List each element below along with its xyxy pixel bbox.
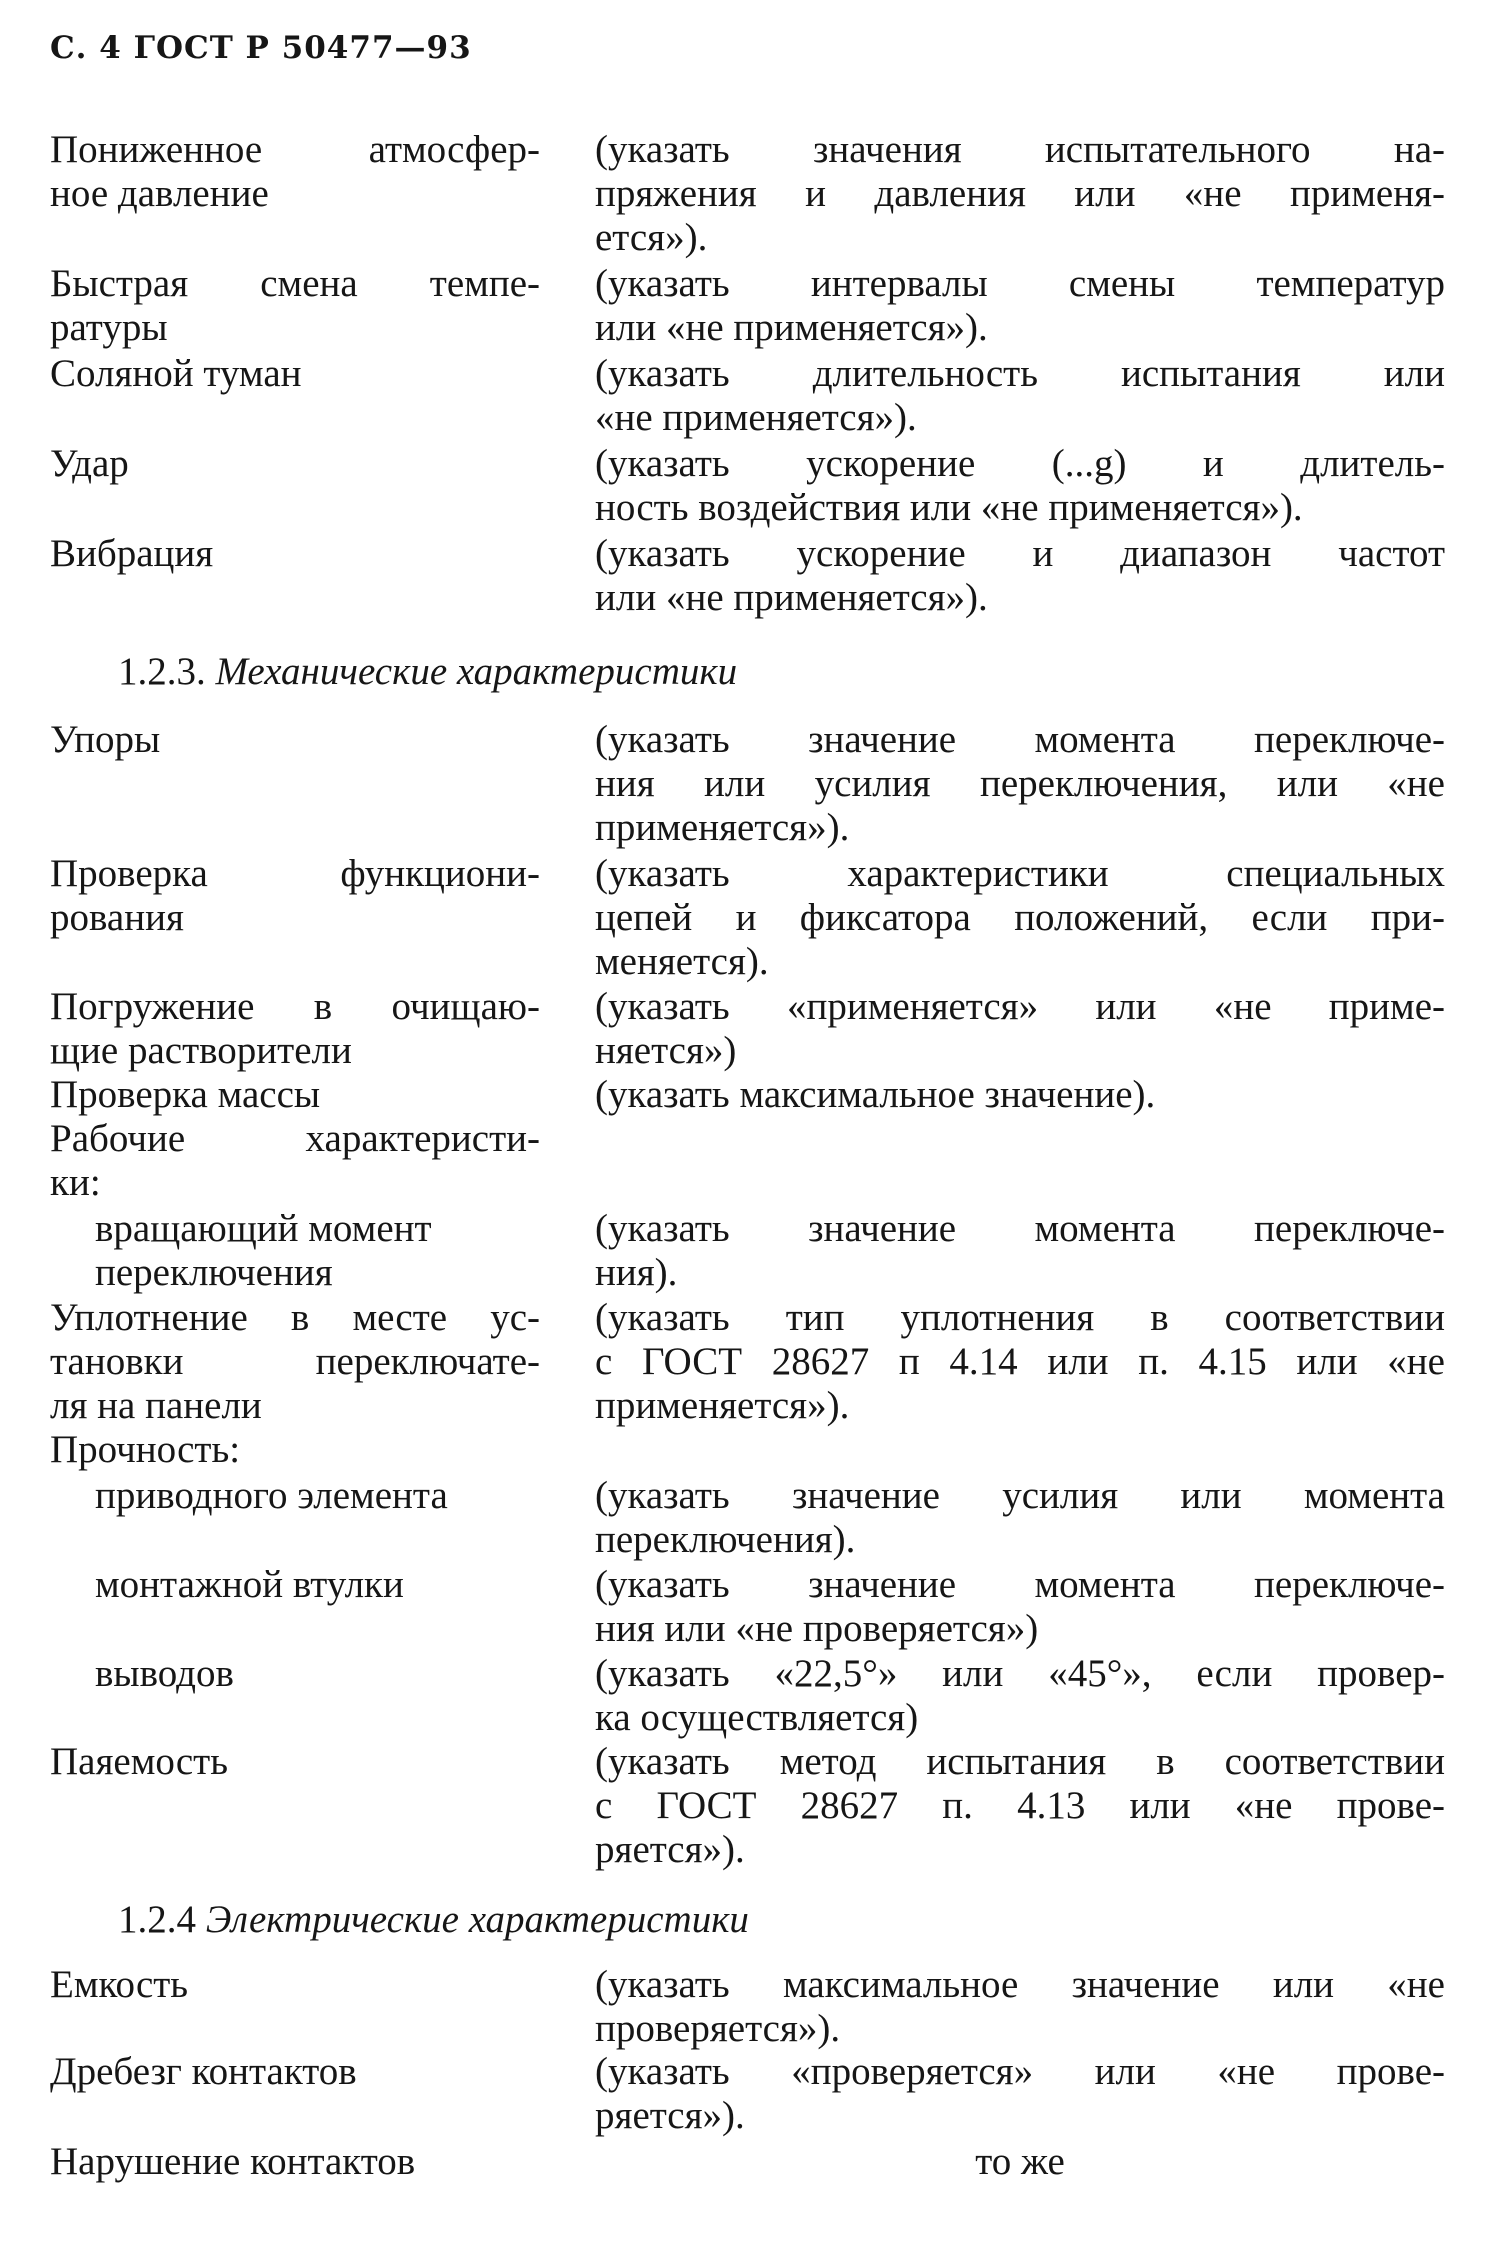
spec-value: (указать «проверяется» или «не прове- ряется»). xyxy=(595,2050,1445,2137)
spec-name: выводов xyxy=(95,1652,234,1695)
spec-name: Удар xyxy=(50,442,129,485)
spec-value: (указать значение момента переключе- ния или усилия переключения, или «не применяется»). xyxy=(595,718,1445,849)
spec-name: Вибрация xyxy=(50,532,214,575)
spec-name: Паяемость xyxy=(50,1740,229,1783)
spec-name: Проверка функциони- рования xyxy=(50,852,540,939)
spec-name: Быстрая смена темпе- ратуры xyxy=(50,262,540,349)
spec-value: (указать ускорение (...g) и длитель- ность воздействия или «не применяется»). xyxy=(595,442,1445,529)
spec-value: (указать метод испытания в соответствии с ГОСТ 28627 п. 4.13 или «не прове- ряется»). xyxy=(595,1740,1445,1871)
spec-value: (указать длительность испытания или «не применяется»). xyxy=(595,352,1445,439)
spec-value: (указать максимальное значение или «не проверяется»). xyxy=(595,1963,1445,2050)
spec-name: Проверка массы xyxy=(50,1073,321,1116)
section-heading-electrical: 1.2.4 Электрические характеристики xyxy=(118,1898,749,1941)
spec-value: (указать интервалы смены температур или «не применяется»). xyxy=(595,262,1445,349)
spec-name: Упоры xyxy=(50,718,161,761)
spec-value: (указать «применяется» или «не приме- няется») xyxy=(595,985,1445,1072)
spec-value: (указать значения испытательного на- пряжения и давления или «не применя- ется»). xyxy=(595,128,1445,259)
spec-value: (указать «22,5°» или «45°», если провер- ка осуществляется) xyxy=(595,1652,1445,1739)
spec-value: (указать максимальное значение). xyxy=(595,1073,1156,1116)
spec-value: (указать характеристики специальных цепей и фиксатора положений, если при- меняется). xyxy=(595,852,1445,983)
spec-name: Рабочие характеристи- ки: xyxy=(50,1117,540,1204)
page-header: С. 4 ГОСТ Р 50477—93 xyxy=(50,30,472,66)
spec-value: (указать значение усилия или момента переключения). xyxy=(595,1474,1445,1561)
spec-value: (указать значение момента переключе- ния или «не проверяется») xyxy=(595,1563,1445,1650)
spec-name: Емкость xyxy=(50,1963,189,2006)
spec-value: (указать тип уплотнения в соответствии с ГОСТ 28627 п 4.14 или п. 4.15 или «не применяется»). xyxy=(595,1296,1445,1427)
spec-value: (указать ускорение и диапазон частот или «не применяется»). xyxy=(595,532,1445,619)
spec-name: Уплотнение в месте ус- тановки переключате- ля на панели xyxy=(50,1296,540,1427)
spec-name: Прочность: xyxy=(50,1428,241,1471)
spec-name: Нарушение контактов xyxy=(50,2140,416,2183)
spec-name: Дребезг контактов xyxy=(50,2050,357,2093)
spec-value: то же xyxy=(975,2140,1065,2183)
section-heading-mechanical: 1.2.3. Механические характеристики xyxy=(118,650,738,693)
spec-name: Соляной туман xyxy=(50,352,302,395)
spec-name: вращающий момент переключения xyxy=(95,1207,432,1294)
spec-name: Погружение в очищаю- щие растворители xyxy=(50,985,540,1072)
spec-name: монтажной втулки xyxy=(95,1563,404,1606)
spec-name: приводного элемента xyxy=(95,1474,448,1517)
spec-name: Пониженное атмосфер- ное давление xyxy=(50,128,540,215)
spec-value: (указать значение момента переключе- ния). xyxy=(595,1207,1445,1294)
